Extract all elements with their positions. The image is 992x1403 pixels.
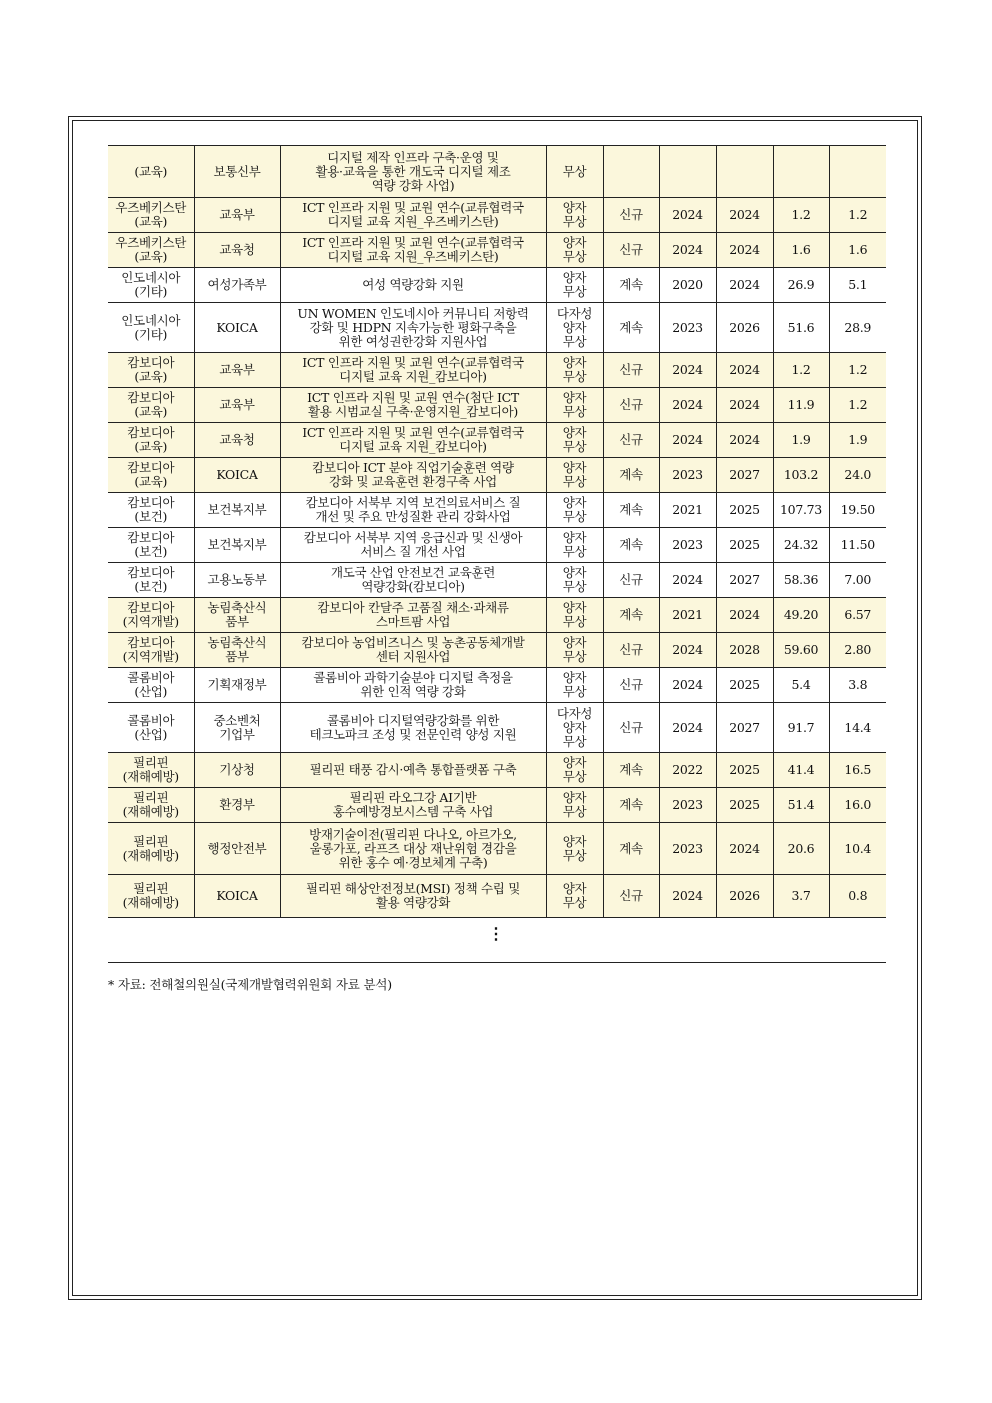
cell-country: 캄보디아 (지역개발) [108, 633, 194, 668]
cell-project: 개도국 산업 안전보건 교육훈련 역량강화(캄보디아) [280, 563, 546, 598]
cell-country: 캄보디아 (보건) [108, 528, 194, 563]
cell-start: 2024 [659, 233, 716, 268]
cell-project: ICT 인프라 지원 및 교원 연수(교류협력국 디지털 교육 지원_캄보디아) [280, 423, 546, 458]
cell-total: 59.60 [773, 633, 829, 668]
cell-status: 신규 [603, 703, 659, 753]
cell-type: 무상 [546, 146, 603, 198]
cell-total: 5.4 [773, 668, 829, 703]
cell-budget: 11.50 [829, 528, 886, 563]
table-row [108, 303, 886, 353]
cell-end: 2026 [716, 303, 773, 353]
cell-agency: 교육부 [194, 198, 280, 233]
footnote-divider [108, 962, 886, 963]
table-row [108, 233, 886, 268]
cell-status: 신규 [603, 198, 659, 233]
cell-agency: KOICA [194, 875, 280, 918]
cell-type: 양자 무상 [546, 753, 603, 788]
cell-project: 캄보디아 ICT 분야 직업기술훈련 역량 강화 및 교육훈련 환경구축 사업 [280, 458, 546, 493]
cell-agency: 교육청 [194, 423, 280, 458]
cell-end: 2025 [716, 668, 773, 703]
cell-project: 콜롬비아 디지털역량강화를 위한 테크노파크 조성 및 전문인력 양성 지원 [280, 703, 546, 753]
cell-project: ICT 인프라 지원 및 교원 연수(교류협력국 디지털 교육 지원_우즈베키스탄) [280, 198, 546, 233]
cell-total: 49.20 [773, 598, 829, 633]
cell-status: 계속 [603, 268, 659, 303]
cell-budget: 1.2 [829, 198, 886, 233]
cell-budget: 19.50 [829, 493, 886, 528]
cell-budget: 0.8 [829, 875, 886, 918]
cell-status: 신규 [603, 633, 659, 668]
cell-start: 2023 [659, 303, 716, 353]
cell-type: 양자 무상 [546, 458, 603, 493]
cell-agency: 여성가족부 [194, 268, 280, 303]
cell-agency: 보통신부 [194, 146, 280, 198]
cell-start: 2020 [659, 268, 716, 303]
cell-budget: 10.4 [829, 823, 886, 875]
cell-status: 신규 [603, 563, 659, 598]
cell-type: 양자 무상 [546, 198, 603, 233]
cell-budget: 16.5 [829, 753, 886, 788]
cell-agency: 기획재정부 [194, 668, 280, 703]
cell-type: 양자 무상 [546, 598, 603, 633]
cell-agency: 교육부 [194, 388, 280, 423]
cell-type: 양자 무상 [546, 423, 603, 458]
cell-total: 1.2 [773, 198, 829, 233]
cell-end: 2024 [716, 388, 773, 423]
cell-type: 다자성 양자 무상 [546, 703, 603, 753]
cell-status: 신규 [603, 353, 659, 388]
cell-start: 2023 [659, 788, 716, 823]
cell-budget: 1.6 [829, 233, 886, 268]
table-row [108, 823, 886, 875]
cell-status: 계속 [603, 493, 659, 528]
cell-project: 필리핀 태풍 감시·예측 통합플랫폼 구축 [280, 753, 546, 788]
cell-status: 신규 [603, 423, 659, 458]
cell-project: 콜롬비아 과학기술분야 디지털 측정을 위한 인적 역량 강화 [280, 668, 546, 703]
table-row [108, 563, 886, 598]
cell-project: 디지털 제작 인프라 구축·운영 및 활용·교육을 통한 개도국 디지털 제조 역량 강화 사업) [280, 146, 546, 198]
cell-agency: 농림축산식 품부 [194, 633, 280, 668]
cell-start: 2024 [659, 388, 716, 423]
cell-project: 캄보디아 서북부 지역 응급신과 및 신생아 서비스 질 개선 사업 [280, 528, 546, 563]
cell-end: 2024 [716, 233, 773, 268]
table-row [108, 788, 886, 823]
cell-end: 2027 [716, 703, 773, 753]
cell-end: 2024 [716, 423, 773, 458]
cell-type: 양자 무상 [546, 875, 603, 918]
cell-agency: 행정안전부 [194, 823, 280, 875]
cell-status: 계속 [603, 788, 659, 823]
cell-type: 다자성 양자 무상 [546, 303, 603, 353]
table-row [108, 198, 886, 233]
cell-status: 신규 [603, 668, 659, 703]
continuation-ellipsis: ⋮ [488, 924, 504, 943]
cell-total: 91.7 [773, 703, 829, 753]
cell-project: 캄보디아 서북부 지역 보건의료서비스 질 개선 및 주요 만성질환 관리 강화사업 [280, 493, 546, 528]
cell-start: 2024 [659, 633, 716, 668]
table-row [108, 598, 886, 633]
cell-project: 방재기술이전(필리핀 다나오, 아르가오, 울롱가포, 라프즈 대상 재난위험 경감을 위한 홍수 예·경보체계 구축) [280, 823, 546, 875]
cell-type: 양자 무상 [546, 268, 603, 303]
cell-agency: 교육부 [194, 353, 280, 388]
cell-total: 103.2 [773, 458, 829, 493]
table-row [108, 528, 886, 563]
table-row [108, 268, 886, 303]
cell-start: 2024 [659, 198, 716, 233]
cell-start: 2024 [659, 563, 716, 598]
table-row [108, 423, 886, 458]
cell-start: 2024 [659, 703, 716, 753]
cell-total: 41.4 [773, 753, 829, 788]
cell-project: ICT 인프라 지원 및 교원 연수(첨단 ICT 활용 시범교실 구축·운영지원_캄보디아) [280, 388, 546, 423]
cell-start: 2023 [659, 823, 716, 875]
cell-status: 신규 [603, 875, 659, 918]
cell-type: 양자 무상 [546, 823, 603, 875]
cell-status: 신규 [603, 388, 659, 423]
cell-country: 콜롬비아 (산업) [108, 668, 194, 703]
cell-agency: 보건복지부 [194, 493, 280, 528]
cell-status: 계속 [603, 303, 659, 353]
cell-country: 필리핀 (재해예방) [108, 875, 194, 918]
cell-total: 51.4 [773, 788, 829, 823]
cell-agency: KOICA [194, 303, 280, 353]
table-row [108, 668, 886, 703]
cell-country: 캄보디아 (교육) [108, 423, 194, 458]
cell-type: 양자 무상 [546, 528, 603, 563]
cell-country: 캄보디아 (지역개발) [108, 598, 194, 633]
cell-total: 107.73 [773, 493, 829, 528]
cell-agency: KOICA [194, 458, 280, 493]
cell-agency: 중소벤처 기업부 [194, 703, 280, 753]
cell-total: 3.7 [773, 875, 829, 918]
cell-total: 24.32 [773, 528, 829, 563]
cell-end: 2024 [716, 823, 773, 875]
cell-budget: 7.00 [829, 563, 886, 598]
cell-budget: 14.4 [829, 703, 886, 753]
cell-end: 2025 [716, 528, 773, 563]
cell-budget: 16.0 [829, 788, 886, 823]
cell-type: 양자 무상 [546, 388, 603, 423]
cell-country: 캄보디아 (교육) [108, 388, 194, 423]
table-row [108, 353, 886, 388]
cell-project: 여성 역량강화 지원 [280, 268, 546, 303]
cell-end: 2026 [716, 875, 773, 918]
cell-budget: 24.0 [829, 458, 886, 493]
cell-country: 인도네시아 (기타) [108, 303, 194, 353]
cell-budget: 1.2 [829, 388, 886, 423]
cell-start: 2024 [659, 423, 716, 458]
cell-type: 양자 무상 [546, 353, 603, 388]
cell-country: 인도네시아 (기타) [108, 268, 194, 303]
cell-end: 2024 [716, 268, 773, 303]
cell-end: 2024 [716, 598, 773, 633]
table-row [108, 146, 886, 198]
source-note: * 자료: 전해철의원실(국제개발협력위원회 자료 분석) [108, 977, 392, 992]
cell-type: 양자 무상 [546, 633, 603, 668]
cell-status: 계속 [603, 753, 659, 788]
cell-country: 캄보디아 (교육) [108, 353, 194, 388]
table-row [108, 493, 886, 528]
table-row [108, 703, 886, 753]
cell-project: 필리핀 라오그강 AI기반 홍수예방경보시스템 구축 사업 [280, 788, 546, 823]
cell-budget: 28.9 [829, 303, 886, 353]
cell-budget: 1.2 [829, 353, 886, 388]
cell-country: 캄보디아 (보건) [108, 493, 194, 528]
cell-status: 계속 [603, 458, 659, 493]
table-row [108, 875, 886, 918]
cell-agency: 환경부 [194, 788, 280, 823]
cell-agency: 교육청 [194, 233, 280, 268]
cell-budget: 1.9 [829, 423, 886, 458]
cell-agency: 농림축산식 품부 [194, 598, 280, 633]
cell-type: 양자 무상 [546, 668, 603, 703]
cell-end: 2024 [716, 198, 773, 233]
cell-end: 2025 [716, 753, 773, 788]
cell-country: 콜롬비아 (산업) [108, 703, 194, 753]
cell-end: 2027 [716, 563, 773, 598]
cell-country: 우즈베키스탄 (교육) [108, 233, 194, 268]
cell-project: 필리핀 해상안전정보(MSI) 정책 수립 및 활용 역량강화 [280, 875, 546, 918]
cell-agency: 보건복지부 [194, 528, 280, 563]
cell-status: 계속 [603, 823, 659, 875]
cell-total: 1.6 [773, 233, 829, 268]
cell-total: 20.6 [773, 823, 829, 875]
oda-project-table [108, 145, 886, 918]
cell-country: 필리핀 (재해예방) [108, 788, 194, 823]
cell-type: 양자 무상 [546, 233, 603, 268]
cell-country: 우즈베키스탄 (교육) [108, 198, 194, 233]
cell-budget: 2.80 [829, 633, 886, 668]
cell-type: 양자 무상 [546, 788, 603, 823]
cell-end: 2028 [716, 633, 773, 668]
cell-end: 2027 [716, 458, 773, 493]
cell-agency: 고용노동부 [194, 563, 280, 598]
cell-start: 2024 [659, 668, 716, 703]
cell-end: 2024 [716, 353, 773, 388]
table-row [108, 388, 886, 423]
table-row [108, 633, 886, 668]
cell-project: 캄보디아 칸달주 고품질 채소·과채류 스마트팜 사업 [280, 598, 546, 633]
cell-start: 2024 [659, 875, 716, 918]
cell-end [716, 146, 773, 198]
cell-start: 2022 [659, 753, 716, 788]
cell-country: 캄보디아 (보건) [108, 563, 194, 598]
cell-end: 2025 [716, 493, 773, 528]
cell-total: 1.2 [773, 353, 829, 388]
cell-start: 2021 [659, 493, 716, 528]
cell-agency: 기상청 [194, 753, 280, 788]
cell-type: 양자 무상 [546, 563, 603, 598]
cell-status: 계속 [603, 528, 659, 563]
cell-country: 필리핀 (재해예방) [108, 753, 194, 788]
cell-total: 51.6 [773, 303, 829, 353]
cell-type: 양자 무상 [546, 493, 603, 528]
table-row [108, 753, 886, 788]
cell-start: 2021 [659, 598, 716, 633]
cell-status: 신규 [603, 233, 659, 268]
cell-budget [829, 146, 886, 198]
cell-end: 2025 [716, 788, 773, 823]
cell-start: 2023 [659, 528, 716, 563]
cell-total: 26.9 [773, 268, 829, 303]
cell-start [659, 146, 716, 198]
cell-project: UN WOMEN 인도네시아 커뮤니티 저항력 강화 및 HDPN 지속가능한 평화구축을 위한 여성권한강화 지원사업 [280, 303, 546, 353]
cell-budget: 5.1 [829, 268, 886, 303]
cell-start: 2023 [659, 458, 716, 493]
cell-total: 11.9 [773, 388, 829, 423]
cell-country: (교육) [108, 146, 194, 198]
cell-project: ICT 인프라 지원 및 교원 연수(교류협력국 디지털 교육 지원_우즈베키스탄) [280, 233, 546, 268]
cell-budget: 3.8 [829, 668, 886, 703]
cell-start: 2024 [659, 353, 716, 388]
table-row [108, 458, 886, 493]
cell-total: 58.36 [773, 563, 829, 598]
cell-country: 캄보디아 (교육) [108, 458, 194, 493]
cell-budget: 6.57 [829, 598, 886, 633]
cell-project: ICT 인프라 지원 및 교원 연수(교류협력국 디지털 교육 지원_캄보디아) [280, 353, 546, 388]
cell-project: 캄보디아 농업비즈니스 및 농촌공동체개발 센터 지원사업 [280, 633, 546, 668]
cell-status: 계속 [603, 598, 659, 633]
cell-total: 1.9 [773, 423, 829, 458]
cell-status [603, 146, 659, 198]
cell-country: 필리핀 (재해예방) [108, 823, 194, 875]
cell-total [773, 146, 829, 198]
